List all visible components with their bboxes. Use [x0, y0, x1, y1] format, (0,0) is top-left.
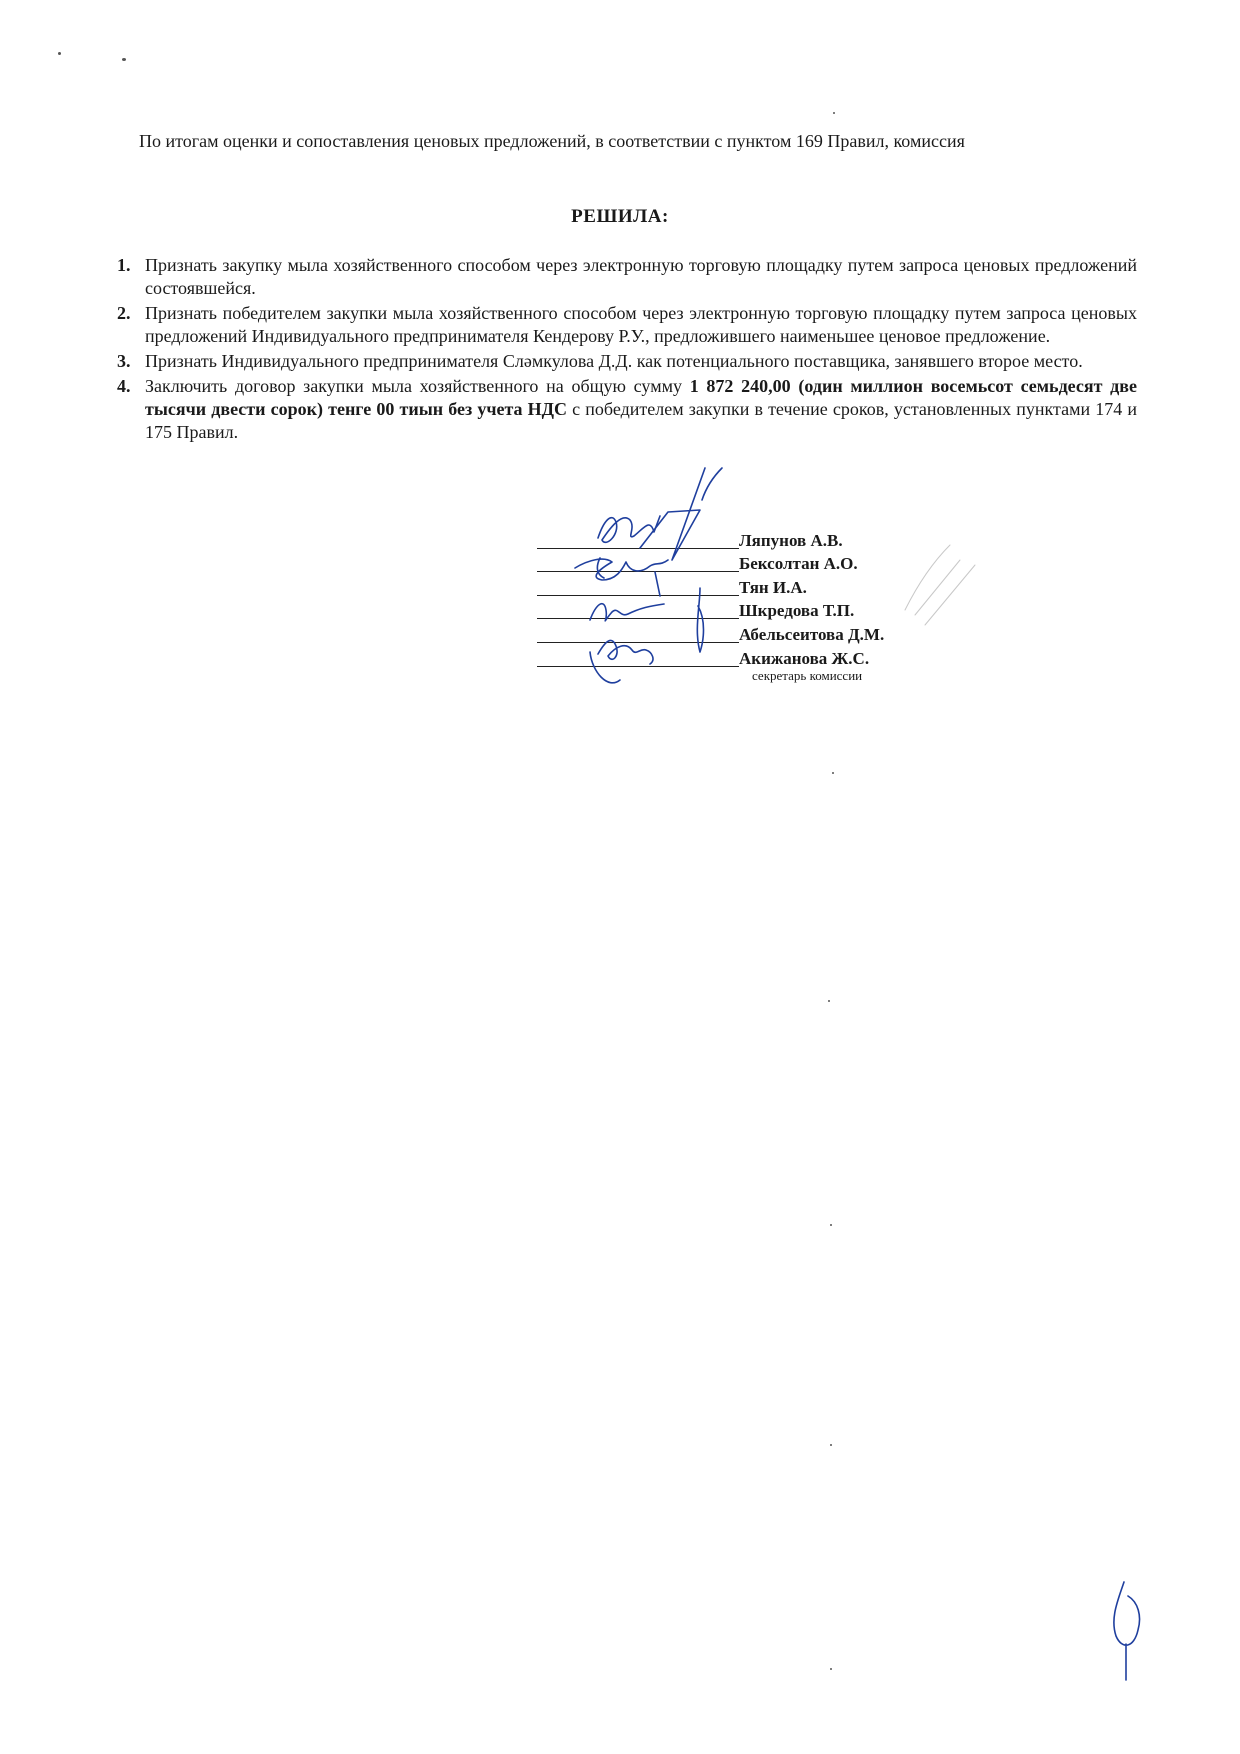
- signatory-name: Абельсеитова Д.М.: [739, 624, 885, 644]
- decision-item-1: [117, 254, 1137, 300]
- decision-item-3: [117, 350, 1137, 373]
- scan-speck: [832, 772, 834, 774]
- decision-item-2: [117, 302, 1137, 348]
- signature-row: [533, 622, 953, 646]
- scan-speck: [828, 1000, 830, 1002]
- signatory-name: Тян И.А.: [739, 577, 807, 597]
- secretary-label: секретарь комиссии: [752, 668, 863, 683]
- signature-row: [533, 646, 953, 670]
- intro-paragraph: По итогам оценки и сопоставления ценовых предложений, в соответствии с пунктом 169 Правил, комиссия: [139, 131, 965, 151]
- item-text-before: Заключить договор закупки мыла хозяйственного на общую сумму: [145, 376, 690, 396]
- item-text: Признать закупку мыла хозяйственного способом через электронную торговую площадку путем запроса ценовых предложений состоявшейся.: [145, 255, 1137, 298]
- item-number: 4.: [117, 376, 131, 396]
- scan-speck: [122, 58, 126, 61]
- signatory-name: Акижанова Ж.С.: [739, 648, 870, 668]
- signature-mark: [702, 468, 722, 500]
- item-text: Признать победителем закупки мыла хозяйственного способом через электронную торговую площадку путем запроса ценовых предложений Индивидуального предпринимателя Кендерову Р.У., предложившего наименьшее ценовое предложение.: [145, 303, 1137, 346]
- decision-item-4: [117, 375, 1137, 444]
- item-text-after: с победителем закупки в течение сроков, установленных пунктами 174 и 175 Правил.: [145, 399, 1137, 442]
- signature-line: [537, 642, 739, 643]
- signature-row: [533, 528, 953, 552]
- scan-speck: [830, 1444, 832, 1446]
- item-number: 2.: [117, 303, 131, 323]
- item-text: Признать Индивидуального предпринимателя Сләмкулова Д.Д. как потенциального поставщика, занявшего второе место.: [145, 351, 1083, 371]
- scan-speck: [830, 1668, 832, 1670]
- signature-line: [537, 548, 739, 549]
- signatory-name: Бексолтан А.О.: [739, 554, 858, 574]
- scan-speck: [58, 52, 61, 55]
- scan-speck: [833, 112, 835, 114]
- scan-speck: [830, 1224, 832, 1226]
- signature-line: [537, 666, 739, 667]
- signatory-name: Шкредова Т.П.: [739, 601, 855, 621]
- signature-line: [537, 595, 739, 596]
- item-number: 1.: [117, 255, 131, 275]
- signature-row: [533, 552, 953, 576]
- decision-heading: РЕШИЛА:: [571, 206, 669, 227]
- decision-list: [117, 254, 1137, 446]
- signature-row: [533, 599, 953, 623]
- signatory-name: Ляпунов А.В.: [739, 530, 843, 550]
- item-number: 3.: [117, 351, 131, 371]
- signature-mark: [1114, 1582, 1140, 1680]
- signature-row: [533, 575, 953, 599]
- signature-line: [537, 618, 739, 619]
- signature-line: [537, 571, 739, 572]
- contract-amount: 1 872 240,00 (один миллион восемьсот семьдесят две тысячи двести сорок) тенге 00 тиын без учета НДС: [145, 376, 1137, 419]
- signature-block: [533, 528, 953, 670]
